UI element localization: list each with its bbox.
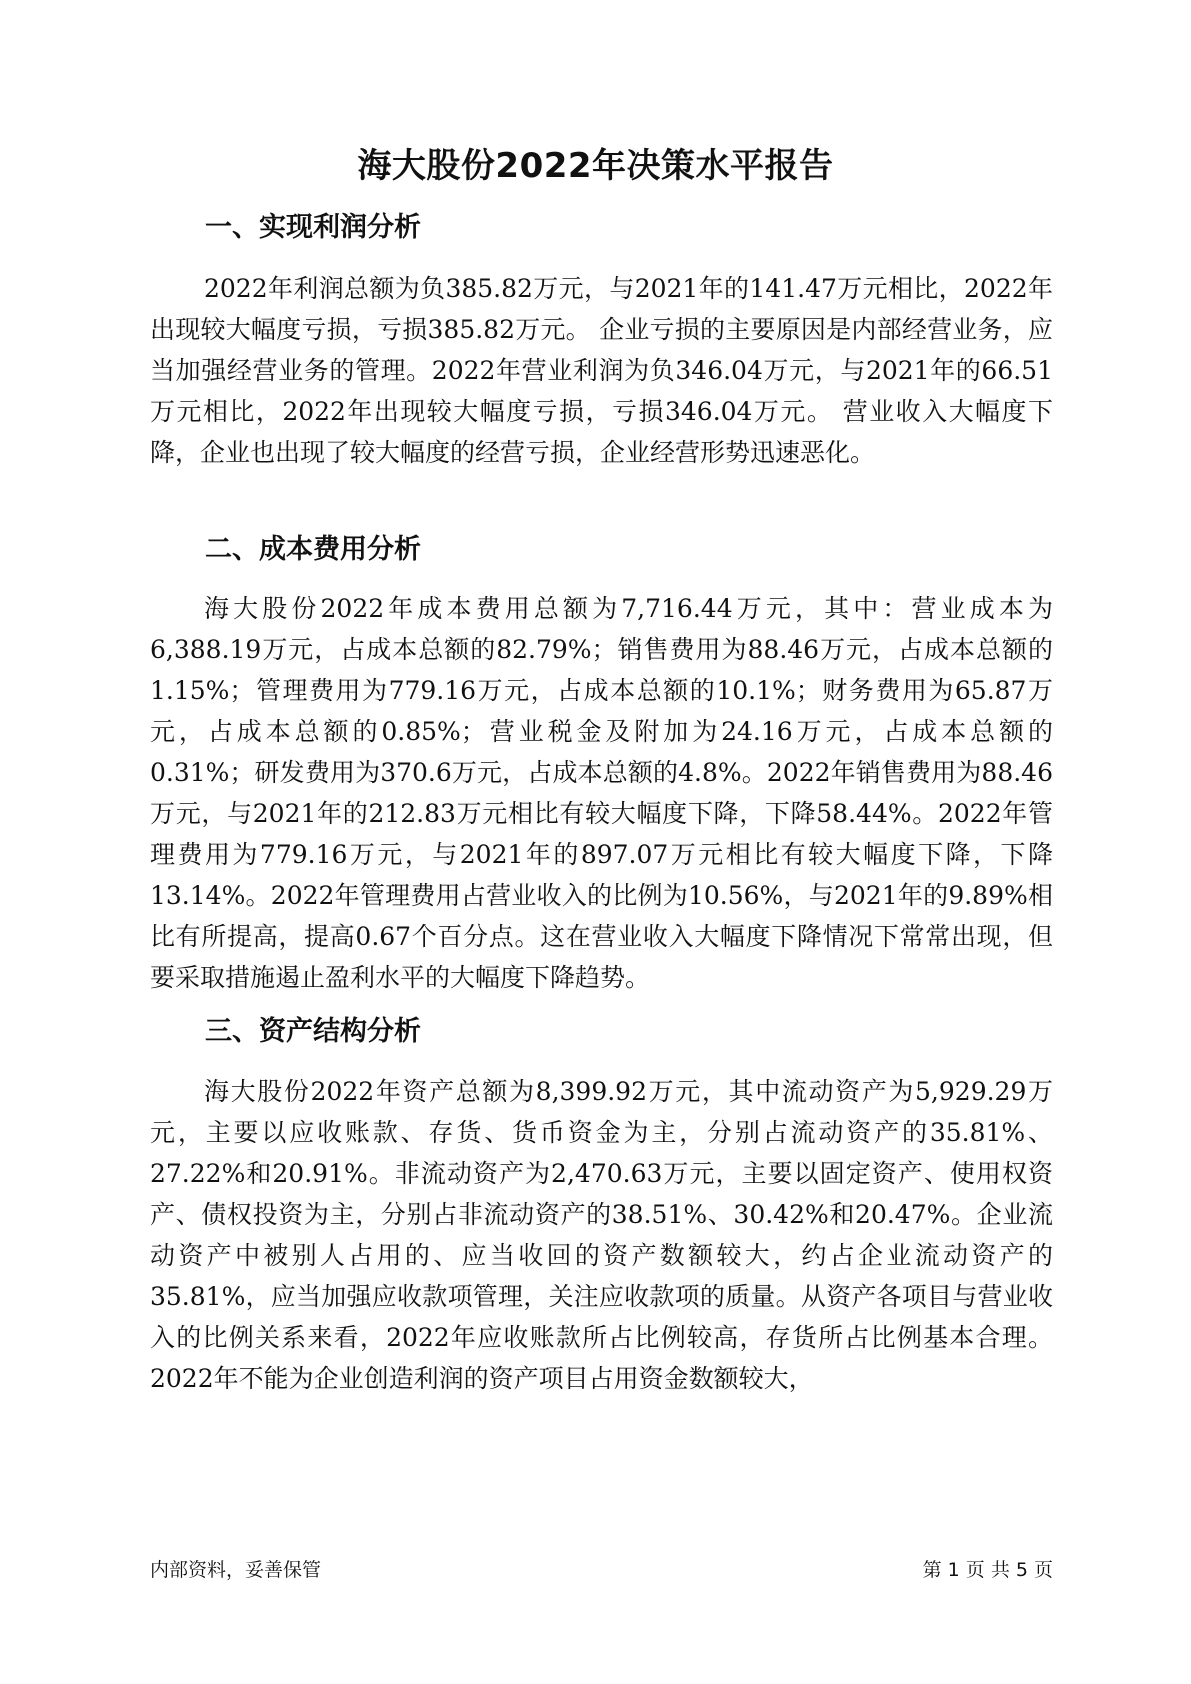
footer-confidential-note: 内部资料，妥善保管 xyxy=(150,1559,322,1581)
section-paragraph-profit: 2022年利润总额为负385.82万元，与2021年的141.47万元相比，2022年出现较大幅度亏损，亏损385.82万元。 企业亏损的主要原因是内部经营业务，应当加强经营业务的管理。2022年营业利润为负346.04万元，与2021年的66.51万元相比，2022年出现较大幅度亏损，亏损346.04万元。 营业收入大幅度下降，企业也出现了较大幅度的经营亏损，企业经营形势迅速恶化。 xyxy=(150,274,1053,467)
footer-page-number: 第 1 页 共 5 页 xyxy=(922,1559,1053,1581)
section-heading-cost: 二、成本费用分析 xyxy=(205,534,421,565)
section-paragraph-assets: 海大股份2022年资产总额为8,399.92万元，其中流动资产为5,929.29万元，主要以应收账款、存货、货币资金为主，分别占流动资产的35.81%、27.22%和20.91%。非流动资产为2,470.63万元，主要以固定资产、使用权资产、债权投资为主，分别占非流动资产的38.51%、30.42%和20.47%。企业流动资产中被别人占用的、应当收回的资产数额较大，约占企业流动资产的35.81%，应当加强应收款项管理，关注应收款项的质量。从资产各项目与营业收入的比例关系来看，2022年应收账款所占比例较高，存货所占比例基本合理。2022年不能为企业创造利润的资产项目占用资金数额较大， xyxy=(150,1077,1053,1393)
section-heading-profit: 一、实现利润分析 xyxy=(205,212,421,243)
section-heading-assets: 三、资产结构分析 xyxy=(205,1016,421,1047)
section-paragraph-cost: 海大股份2022年成本费用总额为7,716.44万元，其中：营业成本为6,388.19万元，占成本总额的82.79%；销售费用为88.46万元，占成本总额的1.15%；管理费用为779.16万元，占成本总额的10.1%；财务费用为65.87万元，占成本总额的0.85%；营业税金及附加为24.16万元，占成本总额的0.31%；研发费用为370.6万元，占成本总额的4.8%。2022年销售费用为88.46万元，与2021年的212.83万元相比有较大幅度下降，下降58.44%。2022年管理费用为779.16万元，与2021年的897.07万元相比有较大幅度下降，下降13.14%。2022年管理费用占营业收入的比例为10.56%，与2021年的9.89%相比有所提高，提高0.67个百分点。这在营业收入大幅度下降情况下常常出现，但要采取措施遏止盈利水平的大幅度下降趋势。 xyxy=(150,594,1053,992)
document-title: 海大股份2022年决策水平报告 xyxy=(357,146,834,186)
